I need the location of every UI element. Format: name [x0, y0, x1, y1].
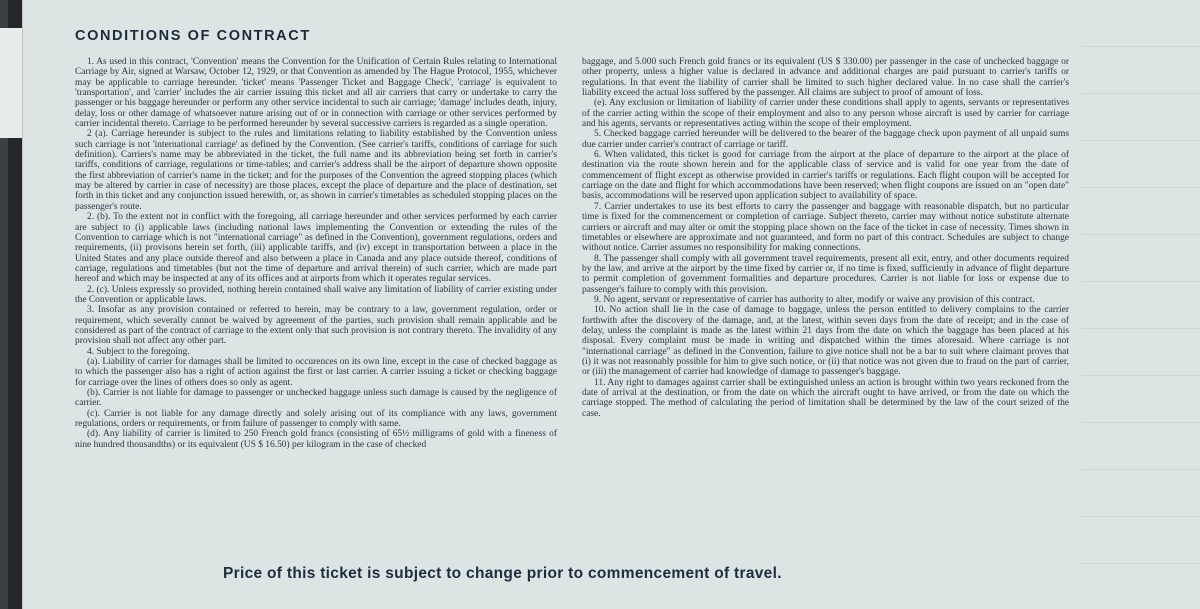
- clause-paragraph: 8. The passenger shall comply with all government travel requirements, present all exit, entry, and other documents required by the law, and arrive at the airport by the time fixed by carrier or, if no time is fixed, sufficiently in advance of flight departure to permit completion of government formalities and departure procedures. Carrier is not liable for loss or expense due to passenger's failure to comply with this provision.: [582, 253, 1069, 295]
- adjacent-page-strip: [0, 28, 22, 138]
- price-notice: Price of this ticket is subject to change prior to commencement of travel.: [223, 565, 782, 582]
- clause-paragraph: 2. (b). To the extent not in conflict with the foregoing, all carriage hereunder and other services performed by each carrier are subject to (i) applicable laws (including national laws implementing the Convention or extending the rules of the Convention to carriage which is not "international carriage" as defined in the Convention), government regulations, orders and requirements, (ii) provisons herein set forth, (iii) applicable tariffs, and (iv) except in transportation between a place in the United States and any place outside thereof and also between a place in Canada and any place outside thereof, conditions of carriage, regulations and timetables (but not the time of departure and arrival therein) of such carrier, which are made part hereof and which may be inspected at any of its offices and at airports from which it operates regular services.: [75, 212, 557, 285]
- scan-background-left: [0, 0, 22, 609]
- ticket-page: [22, 0, 1200, 609]
- left-column: [75, 57, 557, 450]
- clause-paragraph: 6. When validated, this ticket is good for carriage from the airport at the place of departure to the airport at the place of destination via the route shown herein and for the applicable class of service and is valid for one year from the date of commencement of flight except as otherwise provided in carrier's tariffs or regulations. Each flight coupon will be accepted for carriage on the date and flight for which accommodations have been reserved; when flight coupons are issued on an "open date" basis, accommodations will be reserved upon application subject to availability of space.: [582, 150, 1069, 202]
- clause-paragraph: 9. No agent, servant or representative of carrier has authority to alter, modify or waive any provision of this contract.: [594, 294, 1035, 305]
- clause-paragraph: (b). Carrier is not liable for damage to passenger or unchecked baggage unless such damage is caused by the negligence of carrier.: [75, 388, 557, 409]
- clause-paragraph: 3. Insofar as any provision contained or referred to herein, may be contrary to a law, government regulation, order or requirement, which severally cannot be waived by agreement of the parties, such provision shall remain applicable and be considered as part of the contract of carriage to the extent only that such provision is not contrary thereto. The invalidity of any provision shall not affect any other part.: [75, 305, 557, 347]
- clause-paragraph: 5. Checked baggage carried hereunder will be delivered to the bearer of the baggage check upon payment of all unpaid sums due carrier under carrier's contract of carriage or tariff.: [582, 129, 1069, 150]
- clause-paragraph: baggage, and 5.000 such French gold francs or its equivalent (US $ 330.00) per passenger in the case of unchecked baggage or other property, unless a higher value is declared in advance and additional charges are paid pursuant to carrier's tariffs or regulations. In that event the liability of carrier shall be limited to such higher declared value. In no case shall the carrier's liability exceed the actual loss suffered by the passenger. All claims are subject to proof of amount of loss.: [582, 57, 1069, 99]
- clause-paragraph: 7. Carrier undertakes to use its best efforts to carry the passenger and baggage with reasonable dispatch, but no particular time is fixed for the commencement or completion of carriage. Subject thereto, carrier may without notice substitute alternate carriers or aircraft and may alter or omit the stopping place shown on the face of the ticket in case of necessity. Times shown in timetables or elsewhere are approximate and not guaranteed, and form no part of this contract. Schedules are subject to change without notice. Carrier assumes no responsibility for making connections.: [582, 201, 1069, 254]
- clause-paragraph: (c). Carrier is not liable for any damage directly and solely arising out of its compliance with any laws, government regulations, orders or requirements, or from failure of passenger to comply with same.: [75, 408, 557, 430]
- right-column: [582, 57, 1069, 419]
- clause-paragraph: 11. Any right to damages against carrier shall be extinguished unless an action is brought within two years reckoned from the date of arrival at the destination, or from the date on which the aircraft ought to have arrived, or from the date on which the carriage stopped. The method of calculating the period of limitation shall be determined by the law of the court seized of the case.: [582, 377, 1069, 419]
- clause-paragraph: (d). Any liability of carrier is limited to 250 French gold francs (consisting of 65½ milligrams of gold with a fineness of nine hundred thousandths) or its equivalent (US $ 16.50) per kilogram in the case of checked: [75, 429, 557, 450]
- bleed-through-ruling: [1081, 0, 1200, 609]
- clause-paragraph: 1. As used in this contract, 'Convention' means the Convention for the Unification of Certain Rules relating to International Carriage by Air, signed at Warsaw, October 12, 1929, or that Convention as amended by The Hague Protocol, 1955, whichever may be applicable to carriage hereunder. 'ticket' means 'Passenger Ticket and Baggage Check', 'carriage' is equivalent to 'transportation', and 'carrier' includes the air carrier issuing this ticket and all air carriers that carry or undertake to carry the passenger or his baggage hereunder or perform any other service incidental to such air carriage; 'damage' includes death, injury, delay, loss or other damage of whatsoever nature arising out of or in connection with carriage or other services performed by carrier incidental thereto. Carriage to be performed hereunder by several successive carriers is regarded as a single operation.: [75, 57, 557, 130]
- clause-paragraph: 2 (a). Carriage hereunder is subject to the rules and limitations relating to liability established by the Convention unless such carriage is not 'international carriage' as defined by the Convention. (See carrier's tariffs, conditions of carriage for such definition). Carriers's name may be abbreviated in the ticket, the full name and its abbreviation being set forth in carrier's tariffs, conditions of carriage, regulations or time-tables; and carrier's address shall be the airport of departure shown opposite the first abbreviation of carrier's name in the ticket; and for the purposes of the Convention the agreed stopping places (which may be altered by carrier in case of necessity) are those places, except the place of departure and the place of destination, set forth in this ticket and any conjunction issued herewith, or, as shown in carrier's timetables as scheduled stopping places on the passenger's route.: [75, 129, 557, 212]
- clause-paragraph: 10. No action shall lie in the case of damage to baggage, unless the person entitled to delivery complains to the carrier forthwith after the discovery of the damage, and, at the latest, within seven days from the date of receipt; and in the case of delay, unless the complaint is made as the latest within 21 days from the date on which the baggage has been placed at his disposal. Every complaint must be made in writing and dispatched within the times aforesaid. Where carriage is not "international carriage" as defined in the Convention, failure to give notice shall not be a bar to suit where claimant proves that (i) it was not reasonably possible for him to give such notice, or (ii) that notice was not given due to fraud on the part of carrier, or (iii) the management of carrier had knowledge of damage to passenger's baggage.: [582, 305, 1069, 378]
- clause-paragraph: 4. Subject to the foregoing.: [87, 346, 190, 357]
- clause-paragraph: (a). Liability of carrier for damages shall be limited to occurences on its own line, except in the case of checked baggage as to which the passenger also has a right of action against the first or last carrier. A carrier issuing a ticket or checking baggage for carriage over the lines of others does so only as agent.: [75, 356, 557, 388]
- page-title: CONDITIONS OF CONTRACT: [75, 28, 311, 44]
- clause-paragraph: 2. (c). Unless expressly so provided, nothing herein contained shall waive any limitation of liability of carrier existing under the Convention or applicable laws.: [75, 284, 557, 305]
- clause-paragraph: (e). Any exclusion or limitation of liability of carrier under these conditions shall apply to agents, servants or representatives of the carrier acting within the scope of their employment and also to any person whose aircraft is used by carrier for carriage and his agents, servants or representatives acting within the scope of their employment.: [582, 98, 1069, 130]
